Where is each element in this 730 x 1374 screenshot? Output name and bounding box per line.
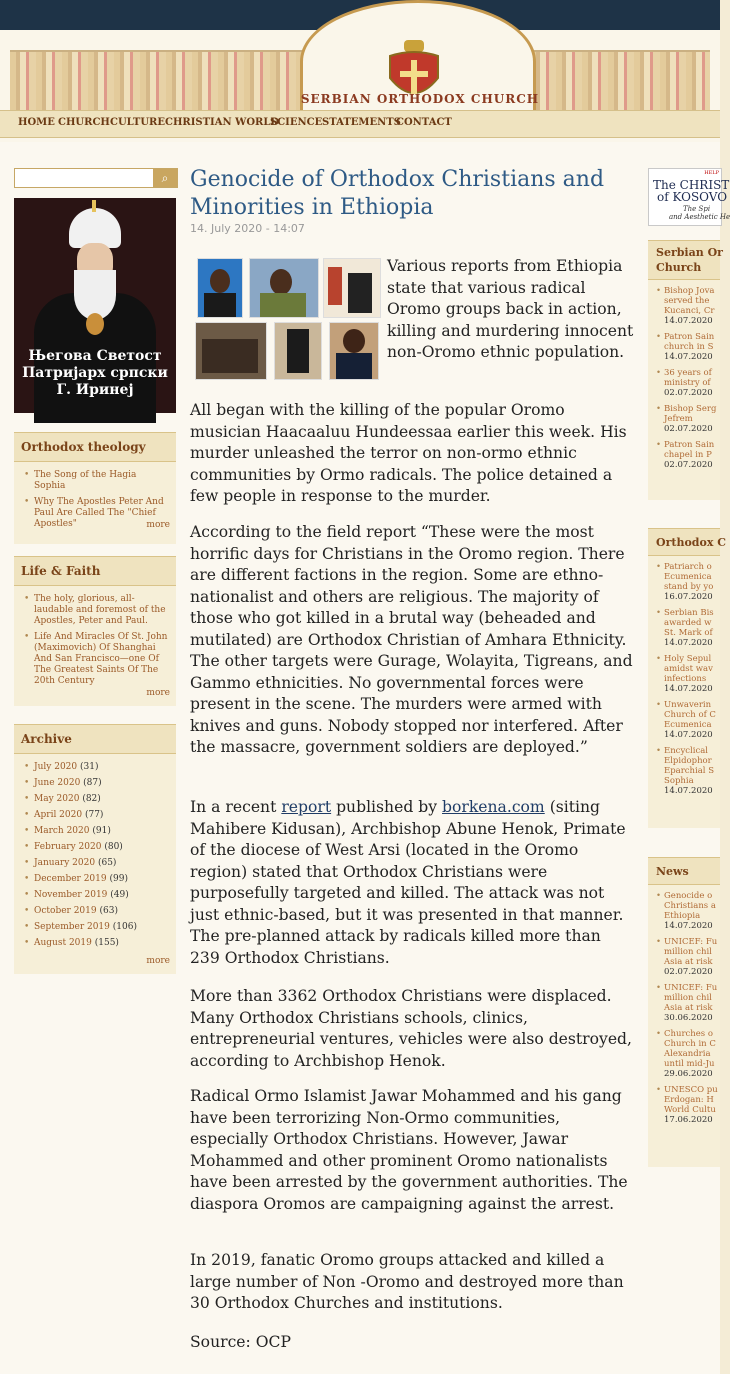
news-item[interactable] [664, 937, 720, 977]
news-item-text[interactable]: • Patriarch o [664, 562, 712, 572]
caption-line: Његова Светост [28, 348, 162, 364]
life-faith-box [14, 556, 176, 706]
news-item[interactable] [664, 654, 720, 694]
news-item-text[interactable]: Christians a [664, 901, 716, 911]
news-item-text[interactable]: • Holy Sepul [664, 654, 712, 664]
news-item[interactable] [664, 440, 720, 470]
news-item-text[interactable]: St. Mark of [664, 628, 713, 638]
news-item[interactable] [664, 608, 720, 648]
news-item-text[interactable]: Ecumenica [664, 720, 712, 730]
news-item-date: 02.07.2020 [664, 388, 713, 398]
news-item[interactable] [664, 1029, 720, 1079]
news-item-text[interactable]: • Bishop Serg [664, 404, 717, 414]
paragraph: In 2019, fanatic Oromo groups attacked and killed a large number of Non -Oromo and destroyed more than 30 Orthodox Churches and institutions. [190, 1251, 624, 1312]
archive-item[interactable] [34, 874, 170, 885]
archive-count: (49) [110, 890, 129, 900]
archive-month[interactable]: July 2020 [34, 762, 78, 772]
patriarch-photo[interactable] [14, 198, 176, 413]
archive-item[interactable] [34, 890, 170, 901]
news-item-date: 16.07.2020 [664, 592, 713, 602]
news-item-date: 29.06.2020 [664, 1069, 713, 1079]
thumb-figure [348, 273, 372, 313]
news-item-text[interactable]: stand by yo [664, 582, 714, 592]
thumb-crowd[interactable] [195, 322, 267, 380]
news-item[interactable] [664, 1085, 720, 1125]
thumb-priests[interactable] [323, 258, 381, 318]
article-date: 14. July 2020 - 14:07 [190, 222, 305, 235]
news-box [648, 857, 720, 1167]
news-item[interactable] [664, 332, 720, 362]
page-body [0, 142, 730, 1374]
thumb-speaker[interactable] [249, 258, 319, 318]
photo-panagia [86, 313, 104, 335]
archive-count: (155) [94, 938, 119, 948]
news-item-text[interactable]: Ecumenica [664, 572, 712, 582]
news-item-text[interactable]: church in S [664, 342, 714, 352]
thumb-figure [336, 353, 372, 379]
search-button[interactable] [153, 169, 177, 187]
banner-line: The Spi [683, 205, 711, 213]
news-item-text[interactable]: served the [664, 296, 710, 306]
section-title: Archive [14, 724, 176, 754]
kosovo-banner[interactable] [648, 168, 730, 226]
news-item-text[interactable]: Asia at risk [664, 1003, 713, 1013]
nav-home[interactable]: HOME [18, 117, 55, 128]
banner-line: and Aesthetic He [669, 213, 730, 221]
news-item-text[interactable]: • Encyclical [664, 746, 708, 756]
archive-count: (31) [80, 762, 99, 772]
paragraph: More than 3362 Orthodox Christians were displaced. Many Orthodox Christians schools, clinics, entrepreneurial ventures, vehicles were also destroyed, according to Archbishop Henok. [190, 987, 632, 1070]
archive-month[interactable]: September 2019 [34, 922, 110, 932]
news-item-text[interactable]: Elpidophor [664, 756, 712, 766]
news-item[interactable] [664, 368, 720, 398]
nav-science[interactable]: SCIENCE [270, 117, 323, 128]
news-item-text[interactable]: • Serbian Bis [664, 608, 714, 618]
archive-month[interactable]: May 2020 [34, 794, 80, 804]
photo-hat [69, 208, 121, 248]
archive-month[interactable]: April 2020 [34, 810, 83, 820]
news-item-date: 02.07.2020 [664, 460, 713, 470]
photo-cross [92, 200, 96, 212]
paragraph-text: (siting Mahibere Kidusan), Archbishop Abune Henok, Primate of the diocese of West Arsi (located in the Oromo region) stated that Orthodox Christians were purposefully targeted and killed. The attack was not just ethnic-based, but it was presented in that manner. The pre-planned attack by radicals killed more than 239 Orthodox Christians. [190, 798, 626, 967]
news-item[interactable] [664, 746, 720, 796]
news-item-text[interactable]: World Cultu [664, 1105, 716, 1115]
archive-month[interactable]: June 2020 [34, 778, 81, 788]
archive-count: (99) [109, 874, 128, 884]
thumb-official[interactable] [329, 322, 379, 380]
nav-contact[interactable]: CONTACT [396, 117, 452, 128]
news-item[interactable] [664, 983, 720, 1023]
caption-line: Г. Иринеј [56, 382, 134, 398]
nav-church[interactable]: CHURCH [58, 117, 110, 128]
news-item-text[interactable]: Sophia [664, 776, 694, 786]
news-item-text[interactable]: Ethiopia [664, 911, 701, 921]
news-item-text[interactable]: • Churches o [664, 1029, 713, 1039]
section-title: Orthodox C [648, 528, 720, 556]
news-list [648, 556, 720, 796]
paragraph-text: published by [331, 798, 443, 816]
more-link[interactable]: more [146, 520, 170, 530]
news-item-text[interactable]: • Unwaverin [664, 700, 712, 710]
news-item-text[interactable]: Jefrem [664, 414, 693, 424]
news-item[interactable] [664, 404, 720, 434]
archive-month[interactable]: January 2020 [34, 858, 96, 868]
archive-count: (80) [104, 842, 123, 852]
thumb-bishop[interactable] [274, 322, 322, 380]
archive-count: (91) [92, 826, 111, 836]
archive-item[interactable] [34, 762, 170, 773]
section-title: News [648, 857, 720, 885]
banner-line: of KOSOVO [657, 190, 728, 204]
news-item-date: 17.06.2020 [664, 1115, 713, 1125]
church-title: SERBIAN ORTHODOX CHURCH [300, 92, 540, 106]
news-item-date: 14.07.2020 [664, 352, 713, 362]
nav-christian-world[interactable]: CHRISTIAN WORLD [165, 117, 280, 128]
paragraph: All began with the killing of the popular Oromo musician Haacaaluu Hundeessaa earlier this week. His murder unleashed the terror on non-ormo ethnic communities by Ormo radicals. The police detained a few people in response to the murder. [190, 401, 627, 505]
news-item-text[interactable]: • Genocide o [664, 891, 713, 901]
news-item-text[interactable]: awarded w [664, 618, 712, 628]
news-item-date: 14.07.2020 [664, 786, 713, 796]
section-title: Life & Faith [14, 556, 176, 586]
news-item-date: 14.07.2020 [664, 921, 713, 931]
main-nav [0, 110, 720, 138]
banner-subtitle [653, 205, 730, 221]
thumb-musician[interactable] [197, 258, 243, 318]
archive-month[interactable]: March 2020 [34, 826, 90, 836]
search-box [14, 168, 178, 188]
news-item-text[interactable]: • Bishop Jova [664, 286, 715, 296]
search-input[interactable] [15, 172, 153, 188]
news-item-date: 02.07.2020 [664, 424, 713, 434]
archive-item[interactable] [34, 938, 170, 949]
section-title [648, 240, 723, 280]
news-item[interactable] [664, 286, 720, 326]
news-item-text[interactable]: • 36 years of [664, 368, 712, 378]
banner-help: HELP [704, 170, 719, 176]
title-line: Serbian Or [656, 246, 723, 259]
orthodox-theology-box [14, 432, 176, 544]
banner-title [653, 179, 729, 203]
news-item-text[interactable]: Erdogan: H [664, 1095, 714, 1105]
archive-count: (77) [84, 810, 104, 820]
news-item-text[interactable]: • Patron Sain [664, 440, 715, 450]
news-item-text[interactable]: • UNICEF: Fu [664, 983, 718, 993]
archive-count: (82) [82, 794, 101, 804]
thumb-figure [328, 267, 342, 305]
archive-count: (106) [112, 922, 137, 932]
news-item-text[interactable]: Asia at risk [664, 957, 713, 967]
news-item-date: 14.07.2020 [664, 638, 713, 648]
news-item-text[interactable]: ministry of [664, 378, 711, 388]
archive-box [14, 724, 176, 974]
title-line: Church [656, 261, 702, 274]
news-item-date: 14.07.2020 [664, 316, 713, 326]
news-item-text[interactable]: • UNESCO pu [664, 1085, 718, 1095]
news-item-text[interactable]: million chil [664, 947, 712, 957]
sidebar-link[interactable]: • The Song of the Hagia Sophia [34, 470, 170, 492]
archive-count: (65) [97, 858, 117, 868]
sidebar-link[interactable]: • Why The Apostles Peter And Paul Are Called The "Chief Apostles" [34, 497, 170, 530]
thumb-figure [343, 329, 365, 353]
archive-item[interactable] [34, 778, 170, 789]
paragraph: According to the field report “These were the most horrific days for Christians in the Oromo region. There are different factions in the region. Some are ethno-nationalist and others are religious. The majority of those who got killed in a brutal way (beheaded and mutilated) are Orthodox Christian of Amhara Ethnicity. The other targets were Gurage, Wolayita, Tigreans, and Gammo ethnicities. No governmental forces were present in the scene. The murders were armed with knives and guns. Nobody stopped nor interfered. After the massacre, government soldiers are deployed.” [190, 523, 633, 756]
thumb-figure [202, 339, 258, 373]
news-item-text[interactable]: Church in C [664, 1039, 716, 1049]
archive-month[interactable]: August 2019 [34, 938, 92, 948]
archive-list [14, 754, 176, 949]
thumb-figure [204, 293, 236, 317]
paragraph [190, 797, 634, 969]
news-item-text[interactable]: infections [664, 674, 707, 684]
thumb-figure [260, 293, 306, 317]
archive-month[interactable]: November 2019 [34, 890, 108, 900]
archive-item[interactable] [34, 906, 170, 917]
news-item-text[interactable]: Church of C [664, 710, 716, 720]
archive-item[interactable] [34, 858, 170, 869]
thumb-figure [270, 269, 292, 295]
news-item-text[interactable]: • UNICEF: Fu [664, 937, 718, 947]
news-item-text[interactable]: until mid-Ju [664, 1059, 715, 1069]
sidebar-link[interactable]: • Life And Miracles Of St. John (Maximovich) Of Shanghai And San Francisco—one Of The Greatest Saints Of The 20th Century [34, 632, 170, 687]
archive-item[interactable] [34, 826, 170, 837]
orthodox-church-box [648, 528, 726, 828]
news-item-date: 14.07.2020 [664, 684, 713, 694]
archive-item[interactable] [34, 842, 170, 853]
archive-count: (87) [83, 778, 102, 788]
patriarch-caption [14, 348, 176, 399]
thumb-figure [210, 269, 230, 293]
article-source: Source: OCP [190, 1333, 291, 1351]
report-link[interactable]: report [281, 798, 332, 816]
archive-month[interactable]: October 2019 [34, 906, 97, 916]
news-item-date: 02.07.2020 [664, 967, 713, 977]
news-item-date: 30.06.2020 [664, 1013, 713, 1023]
archive-month[interactable]: February 2020 [34, 842, 102, 852]
news-item[interactable] [664, 891, 720, 931]
more-link[interactable]: more [146, 688, 170, 698]
news-item-text[interactable]: Alexandria [664, 1049, 711, 1059]
caption-line: Патријарх српски [22, 365, 168, 381]
news-item[interactable] [664, 562, 720, 602]
paragraph: Radical Ormo Islamist Jawar Mohammed and his gang have been terrorizing Non-Ormo communities, especially Orthodox Christians. However, Jawar Mohammed and other prominent Oromo nationalists have been arrested by the government authorities. The diaspora Oromos are campaigning against the arrest. [190, 1087, 628, 1213]
article-lead: Various reports from Ethiopia state that various radical Oromo groups back in action, killing and murdering innocent non-Oromo ethnic population. [387, 257, 634, 361]
archive-item[interactable] [34, 794, 170, 805]
news-item[interactable] [664, 700, 720, 740]
borkena-link[interactable]: borkena.com [442, 798, 545, 816]
news-item-text[interactable]: chapel in P [664, 450, 712, 460]
archive-count: (63) [99, 906, 118, 916]
nav-statements[interactable]: STATEMENTS [322, 117, 401, 128]
serbian-church-box [648, 240, 723, 500]
article-title: Genocide of Orthodox Christians and Minorities in Ethiopia [190, 167, 605, 220]
news-list [648, 280, 720, 470]
news-item-text[interactable]: amidst wav [664, 664, 713, 674]
news-list [648, 885, 720, 1125]
news-item-text[interactable]: Kucanci, Cr [664, 306, 715, 316]
section-title: Orthodox theology [14, 432, 176, 462]
banner-line: The CHRIST [653, 178, 730, 192]
paragraph-text: In a recent [190, 798, 282, 816]
search-icon: ⌕ [161, 171, 169, 185]
sidebar-link[interactable]: • The holy, glorious, all-laudable and foremost of the Apostles, Peter and Paul. [34, 594, 170, 627]
news-item-text[interactable]: • Patron Sain [664, 332, 715, 342]
news-item-text[interactable]: million chil [664, 993, 712, 1003]
nav-culture[interactable]: CULTURE [110, 117, 165, 128]
more-link[interactable]: more [146, 956, 170, 966]
archive-item[interactable] [34, 810, 170, 821]
archive-item[interactable] [34, 922, 170, 933]
news-item-date: 14.07.2020 [664, 730, 713, 740]
archive-month[interactable]: December 2019 [34, 874, 107, 884]
thumb-figure [287, 329, 309, 373]
news-item-text[interactable]: Eparchial S [664, 766, 715, 776]
